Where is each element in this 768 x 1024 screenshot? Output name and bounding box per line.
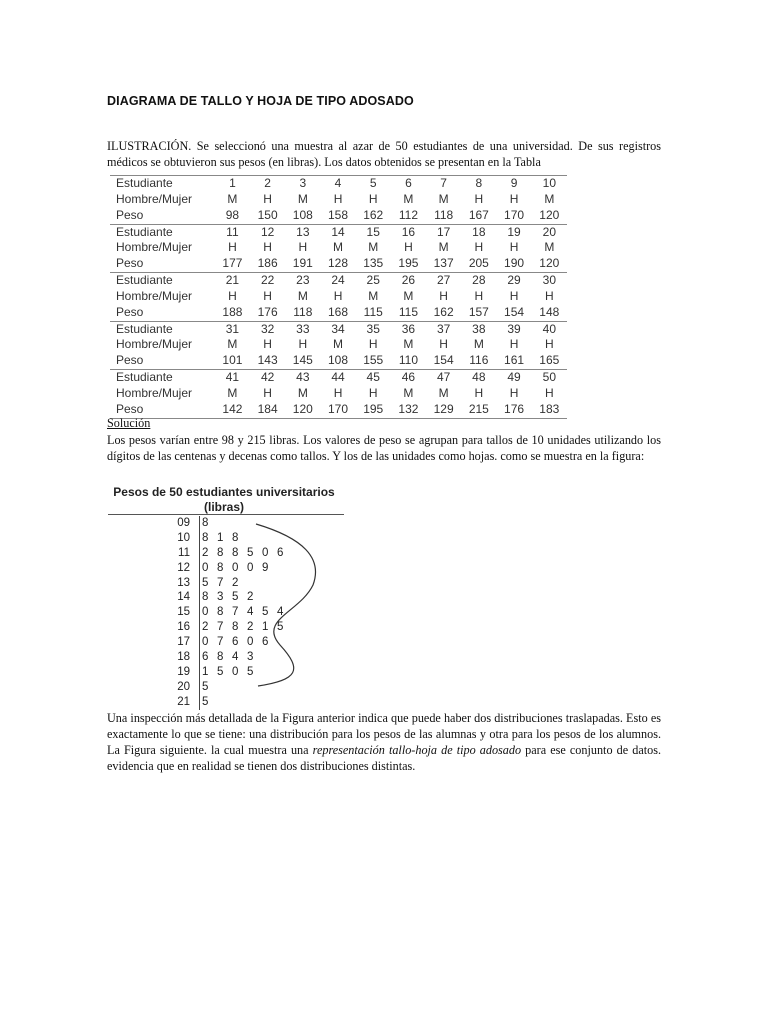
table-cell: 205: [468, 256, 489, 271]
table-cell: 154: [504, 304, 525, 319]
table-cell: M: [227, 191, 238, 206]
leaf-value: 5: [202, 576, 209, 589]
table-cell: H: [439, 288, 448, 303]
table-cell: H: [544, 385, 554, 400]
table-cell: 1: [215, 176, 250, 192]
table-cell: 27: [426, 273, 461, 289]
table-row: [110, 224, 567, 240]
table-row: [110, 402, 567, 418]
leaf-value: 6: [232, 636, 239, 649]
table-cell: 128: [328, 256, 349, 271]
leaf-value: 5: [247, 546, 254, 559]
table-cell: 195: [356, 402, 391, 418]
table-cell: 98: [225, 207, 240, 222]
stem-value: 09: [177, 517, 190, 529]
table-cell: H: [263, 191, 272, 206]
table-cell: 42: [250, 370, 285, 386]
table-cell: 44: [320, 370, 355, 386]
leaf-value: 1: [217, 531, 224, 544]
table-cell: 39: [496, 321, 531, 337]
table-cell: H: [509, 240, 519, 255]
leaf-value: 8: [232, 531, 239, 544]
leaf-value: 0: [232, 665, 239, 678]
figure-subtitle: (libras): [203, 500, 244, 514]
table-cell: 112: [398, 207, 418, 222]
table-cell: M: [368, 288, 379, 303]
table-cell: 145: [292, 353, 313, 368]
page-title: DIAGRAMA DE TALLO Y HOJA DE TIPO ADOSADO: [107, 94, 414, 108]
table-cell: 11: [215, 224, 250, 240]
leaf-value: 8: [217, 561, 224, 574]
table-cell: 47: [426, 370, 461, 386]
table-cell: 2: [250, 176, 285, 192]
table-row: [110, 386, 567, 402]
leaf-value: 8: [217, 651, 224, 664]
table-cell: 176: [257, 304, 278, 319]
leaf-value: 6: [202, 651, 209, 664]
leaf-value: 8: [202, 517, 209, 529]
table-cell: 148: [539, 304, 560, 319]
table-cell: 118: [434, 207, 454, 222]
table-row: [110, 256, 567, 272]
table-cell: 41: [215, 370, 250, 386]
table-cell: H: [474, 288, 484, 303]
leaf-value: 2: [232, 576, 239, 589]
leaf-value: 6: [262, 636, 269, 649]
table-cell: 115: [363, 304, 383, 319]
closing-text-2: para ese conjunto de datos. evidencia que en realidad se tienen dos distribuciones distintas.: [107, 743, 662, 773]
leaf-value: 5: [277, 621, 284, 634]
table-cell: H: [544, 337, 554, 352]
table-cell: 30: [532, 273, 567, 289]
table-cell: 17: [426, 224, 461, 240]
table-cell: 150: [257, 207, 278, 222]
table-cell: 183: [532, 402, 567, 418]
table-row: [110, 321, 567, 337]
table-cell: M: [227, 385, 238, 400]
table-cell: H: [263, 337, 272, 352]
table-cell: 195: [398, 256, 419, 271]
table-cell: H: [368, 337, 378, 352]
table-cell: M: [544, 191, 555, 206]
stem-value: 18: [177, 651, 190, 664]
leaf-value: 5: [217, 665, 224, 678]
table-cell: M: [297, 191, 308, 206]
table-row: [110, 305, 567, 321]
table-cell: 24: [320, 273, 355, 289]
table-cell: H: [228, 288, 237, 303]
table-row: [110, 289, 567, 305]
table-cell: 108: [328, 353, 349, 368]
table-cell: 120: [539, 256, 560, 271]
table-cell: 167: [468, 207, 489, 222]
table-cell: H: [333, 191, 343, 206]
table-cell: 25: [356, 273, 391, 289]
table-cell: M: [403, 191, 414, 206]
leaf-value: 8: [217, 546, 224, 559]
table-cell: 33: [285, 321, 320, 337]
table-cell: M: [297, 385, 308, 400]
table-cell: 22: [250, 273, 285, 289]
leaf-value: 7: [217, 636, 224, 649]
table-cell: 143: [257, 353, 278, 368]
row-label: Estudiante: [110, 224, 215, 240]
table-row: [110, 337, 567, 353]
table-cell: 162: [433, 304, 454, 319]
table-cell: 188: [222, 304, 243, 319]
table-cell: 35: [356, 321, 391, 337]
row-label: Hombre/Mujer: [116, 385, 193, 400]
table-cell: H: [368, 191, 378, 206]
row-label: Peso: [116, 207, 144, 222]
leaf-value: 3: [247, 651, 254, 664]
table-cell: 18: [461, 224, 496, 240]
table-cell: 4: [320, 176, 355, 192]
table-cell: M: [473, 337, 484, 352]
table-cell: H: [228, 240, 237, 255]
leaf-value: 2: [247, 621, 254, 634]
table-cell: M: [403, 288, 414, 303]
leaf-value: 2: [247, 591, 254, 604]
leaf-value: 5: [262, 606, 269, 619]
table-cell: 10: [532, 176, 567, 192]
table-cell: 37: [426, 321, 461, 337]
row-label: Estudiante: [110, 370, 215, 386]
table-cell: 19: [496, 224, 531, 240]
table-cell: 49: [496, 370, 531, 386]
table-cell: 48: [461, 370, 496, 386]
table-cell: M: [438, 385, 449, 400]
row-label: Peso: [116, 304, 144, 319]
table-cell: H: [298, 337, 308, 352]
table-cell: 137: [433, 256, 454, 271]
row-label: Estudiante: [110, 321, 215, 337]
table-cell: H: [404, 240, 413, 255]
table-cell: 50: [532, 370, 567, 386]
student-weights-table: [110, 175, 567, 419]
table-row: [110, 353, 567, 369]
table-cell: 29: [496, 273, 531, 289]
leaf-value: 9: [262, 561, 269, 574]
table-cell: 32: [250, 321, 285, 337]
table-cell: H: [509, 337, 519, 352]
table-cell: 154: [433, 353, 454, 368]
table-cell: 16: [391, 224, 426, 240]
table-cell: 31: [215, 321, 250, 337]
stem-value: 14: [177, 591, 190, 604]
table-cell: 135: [363, 256, 384, 271]
table-cell: H: [368, 385, 378, 400]
leaf-value: 5: [202, 695, 209, 708]
table-cell: H: [544, 288, 554, 303]
stem-value: 11: [178, 546, 190, 559]
table-cell: 26: [391, 273, 426, 289]
leaf-value: 0: [202, 606, 209, 619]
figure-title: Pesos de 50 estudiantes universitarios: [113, 485, 335, 499]
table-cell: 45: [356, 370, 391, 386]
table-cell: 165: [539, 353, 560, 368]
table-cell: 177: [222, 256, 243, 271]
table-cell: M: [403, 337, 414, 352]
table-cell: 155: [363, 353, 384, 368]
leaf-value: 0: [262, 546, 269, 559]
table-cell: 14: [320, 224, 355, 240]
stem-value: 10: [177, 531, 190, 544]
stem-and-leaf-figure: [108, 480, 348, 706]
table-cell: M: [227, 337, 238, 352]
leaf-value: 7: [217, 576, 224, 589]
table-cell: 161: [504, 353, 525, 368]
table-cell: 110: [398, 353, 418, 368]
stem-value: 12: [177, 561, 190, 574]
leaf-value: 3: [217, 591, 224, 604]
table-cell: 40: [532, 321, 567, 337]
row-label: Estudiante: [110, 176, 215, 192]
table-cell: 120: [285, 402, 320, 418]
table-cell: 46: [391, 370, 426, 386]
table-cell: 5: [356, 176, 391, 192]
stem-value: 20: [177, 680, 190, 693]
table-cell: 116: [469, 353, 489, 368]
leaf-value: 5: [232, 591, 239, 604]
table-cell: H: [333, 385, 343, 400]
stem-value: 13: [177, 576, 190, 589]
table-cell: M: [297, 288, 308, 303]
leaf-value: 8: [202, 591, 209, 604]
leaf-value: 0: [247, 561, 254, 574]
curve-line: [256, 524, 316, 686]
closing-text-1: Una inspección más detallada de la Figura anterior indica que puede haber dos distribuciones traslapadas. Esto es exactamente lo que se tiene: una distribución para los pesos de las alumnas y otra para los pesos de los alumnos. La Figura siguiente. la cual muestra una: [107, 711, 661, 757]
leaf-value: 7: [217, 621, 224, 634]
table-cell: 186: [257, 256, 278, 271]
leaf-value: 8: [232, 621, 239, 634]
table-cell: 9: [496, 176, 531, 192]
leaf-value: 5: [247, 665, 254, 678]
table-cell: 28: [461, 273, 496, 289]
leaf-value: 8: [232, 546, 239, 559]
table-row: [110, 192, 567, 208]
table-cell: M: [333, 337, 344, 352]
table-cell: 34: [320, 321, 355, 337]
solution-paragraph: Los pesos varían entre 98 y 215 libras. Los valores de peso se agrupan para tallos de 10 unidades utilizando los dígitos de las centenas y decenas como tallos. Y los de las unidades como hojas. como se muestra en la figura:: [107, 433, 661, 463]
leaf-value: 4: [247, 606, 254, 619]
table-cell: 101: [222, 353, 243, 368]
table-cell: H: [333, 288, 343, 303]
leaf-value: 5: [202, 680, 209, 693]
row-label: Hombre/Mujer: [116, 337, 193, 352]
table-cell: 108: [292, 207, 313, 222]
table-cell: 23: [285, 273, 320, 289]
leaf-value: 4: [277, 606, 284, 619]
table-cell: H: [509, 191, 519, 206]
table-cell: M: [333, 240, 344, 255]
table-cell: M: [438, 240, 449, 255]
table-cell: 15: [356, 224, 391, 240]
table-cell: 162: [363, 207, 384, 222]
table-row: [110, 176, 567, 192]
row-label: Peso: [116, 353, 144, 368]
table-cell: 129: [426, 402, 461, 418]
leaf-value: 2: [202, 621, 209, 634]
table-cell: H: [439, 337, 448, 352]
table-cell: 176: [496, 402, 531, 418]
table-cell: H: [509, 288, 519, 303]
table-row: [110, 240, 567, 256]
closing-paragraph: [107, 710, 661, 774]
table-cell: 13: [285, 224, 320, 240]
table-cell: 191: [292, 256, 313, 271]
row-label: Estudiante: [110, 273, 215, 289]
row-label: Hombre/Mujer: [116, 240, 193, 255]
table-cell: H: [298, 240, 308, 255]
table-cell: 115: [398, 304, 418, 319]
table-cell: H: [263, 288, 272, 303]
table-cell: H: [263, 240, 272, 255]
table-cell: 7: [426, 176, 461, 192]
illustration-paragraph: ILUSTRACIÓN. Se seleccionó una muestra al azar de 50 estudiantes de una universidad. De sus registros médicos se obtuvieron sus pesos (en libras). Los datos obtenidos se presentan en la Tabla: [107, 139, 661, 169]
row-label: Peso: [110, 402, 215, 418]
table-cell: 38: [461, 321, 496, 337]
table-cell: 170: [504, 207, 525, 222]
leaf-value: 1: [262, 621, 269, 634]
leaf-value: 2: [202, 546, 209, 559]
stem-value: 15: [177, 606, 190, 619]
table-row: [110, 208, 567, 224]
table-row: [110, 273, 567, 289]
leaf-value: 0: [202, 636, 209, 649]
table-cell: 157: [468, 304, 489, 319]
table-cell: 170: [320, 402, 355, 418]
table-row: [110, 370, 567, 386]
table-cell: 20: [532, 224, 567, 240]
closing-emphasis: representación tallo-hoja de tipo adosado: [312, 743, 522, 757]
row-label: Hombre/Mujer: [116, 191, 193, 206]
leaf-value: 0: [232, 561, 239, 574]
table-cell: 6: [391, 176, 426, 192]
table-cell: M: [403, 385, 414, 400]
table-cell: 215: [461, 402, 496, 418]
stem-value: 19: [177, 665, 190, 678]
table-cell: M: [368, 240, 379, 255]
table-cell: 190: [504, 256, 525, 271]
distribution-curve: [108, 480, 348, 706]
leaf-value: 0: [247, 636, 254, 649]
table-cell: 132: [391, 402, 426, 418]
table-cell: 36: [391, 321, 426, 337]
stem-value: 21: [177, 695, 190, 708]
leaf-value: 4: [232, 651, 239, 664]
table-cell: 120: [539, 207, 560, 222]
table-cell: H: [474, 191, 484, 206]
leaf-value: 8: [217, 606, 224, 619]
table-cell: M: [544, 240, 555, 255]
stem-value: 17: [177, 636, 190, 649]
table-cell: 8: [461, 176, 496, 192]
row-label: Hombre/Mujer: [116, 288, 193, 303]
table-cell: 21: [215, 273, 250, 289]
table-cell: 142: [215, 402, 250, 418]
solution-heading: Solución: [107, 416, 151, 430]
table-cell: 3: [285, 176, 320, 192]
leaf-value: 6: [277, 546, 284, 559]
table-cell: 43: [285, 370, 320, 386]
row-label: Peso: [116, 256, 144, 271]
table-cell: H: [474, 240, 484, 255]
table-cell: 184: [250, 402, 285, 418]
leaf-value: 1: [202, 665, 209, 678]
table-cell: H: [474, 385, 484, 400]
table-cell: 12: [250, 224, 285, 240]
table-cell: 158: [328, 207, 349, 222]
stem-value: 16: [177, 621, 190, 634]
table-cell: M: [438, 191, 449, 206]
leaf-value: 8: [202, 531, 209, 544]
table-cell: H: [509, 385, 519, 400]
leaf-value: 0: [202, 561, 209, 574]
table-cell: 168: [328, 304, 349, 319]
leaf-value: 7: [232, 606, 239, 619]
table-cell: 118: [293, 304, 313, 319]
table-cell: H: [263, 385, 272, 400]
